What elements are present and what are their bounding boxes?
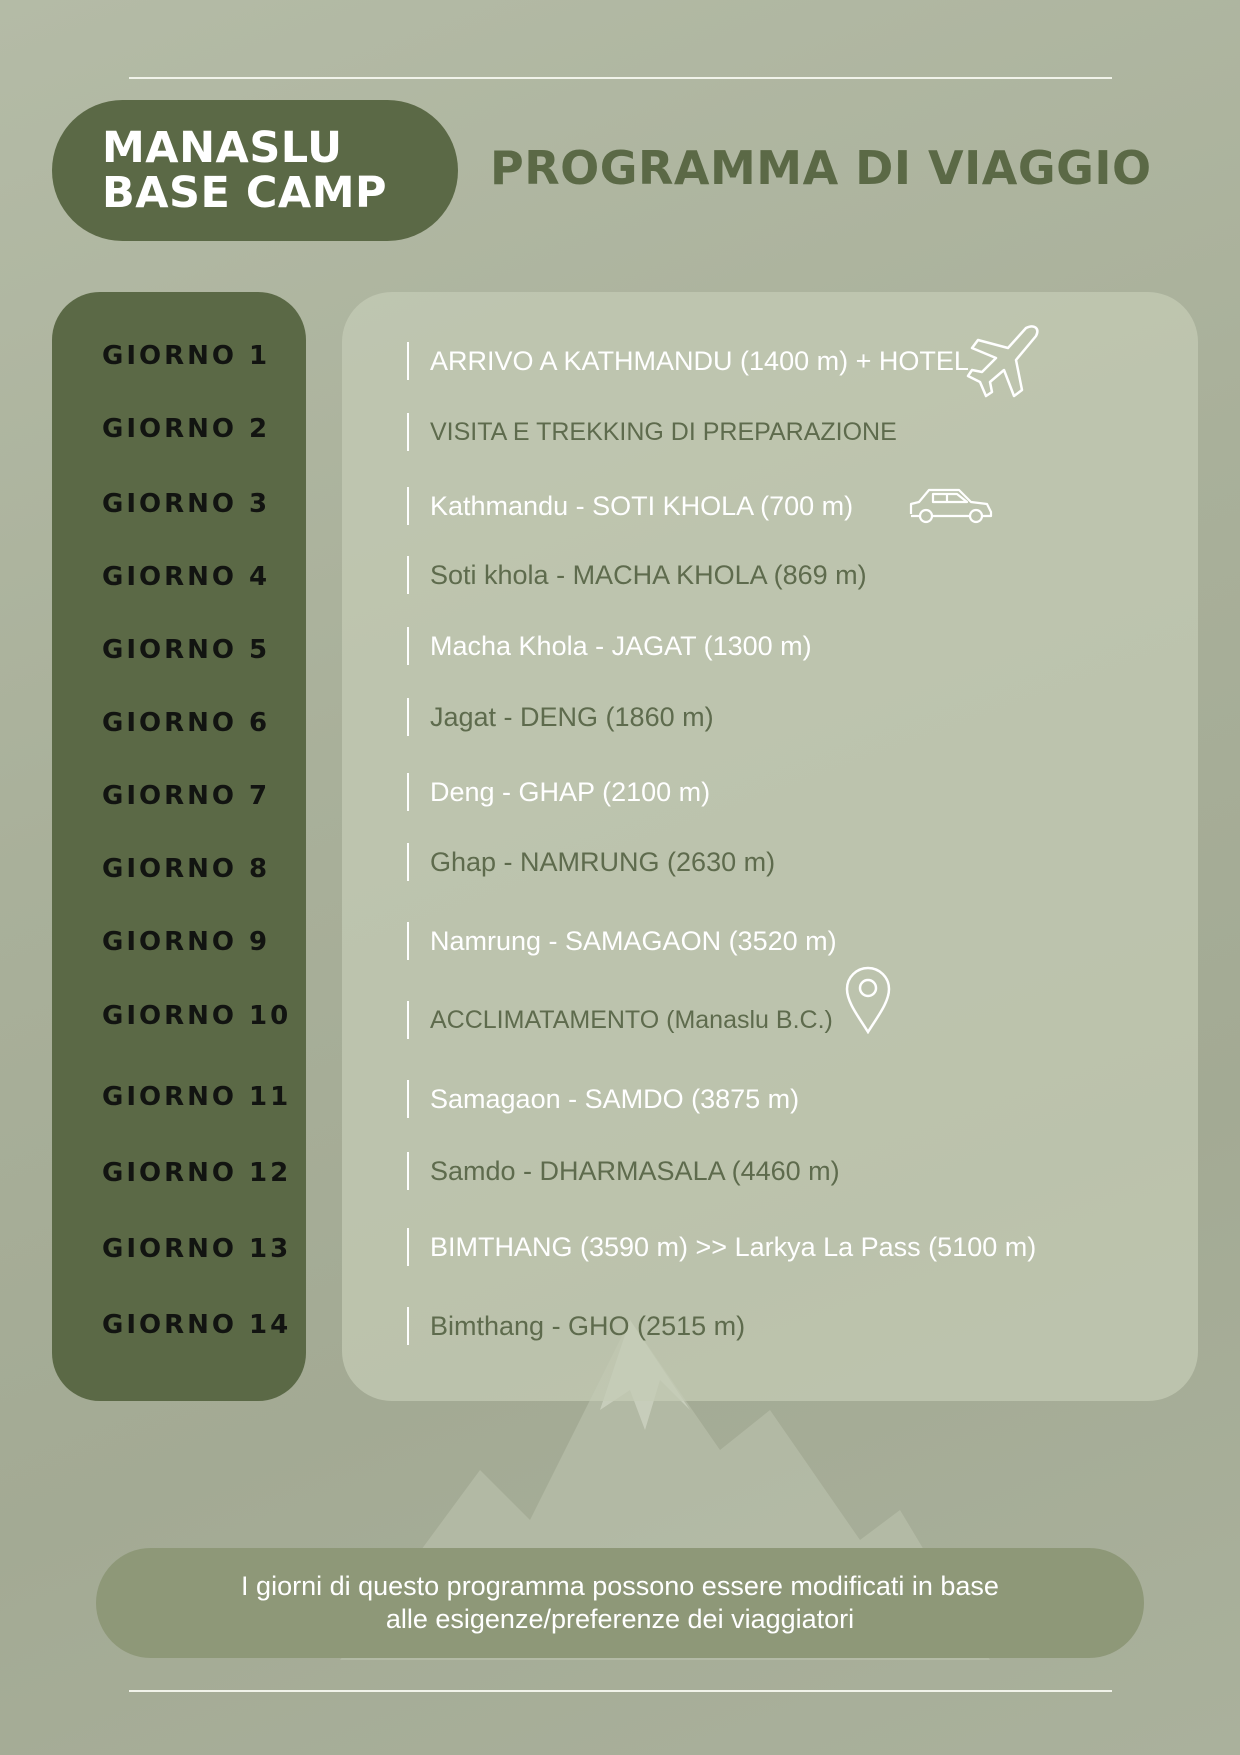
day-label: GIORNO 10 (102, 1001, 292, 1031)
day-label: GIORNO 13 (102, 1234, 292, 1264)
trip-title-line2: BASE CAMP (102, 168, 388, 218)
stage-text: Deng - GHAP (2100 m) (430, 777, 711, 807)
day-label: GIORNO 8 (102, 854, 271, 884)
stage-text: Samagaon - SAMDO (3875 m) (430, 1084, 800, 1114)
stage-marker (407, 1001, 409, 1039)
stage-marker (407, 556, 409, 594)
day-label: GIORNO 1 (102, 341, 271, 371)
day-label: GIORNO 2 (102, 414, 271, 444)
day-label: GIORNO 11 (102, 1082, 292, 1112)
stage-marker (407, 487, 409, 525)
note-line2: alle esigenze/preferenze dei viaggiatori (385, 1604, 855, 1634)
stage-marker (407, 413, 409, 451)
day-label: GIORNO 14 (102, 1310, 292, 1340)
stage-marker (407, 843, 409, 881)
program-heading: PROGRAMMA DI VIAGGIO (490, 141, 1152, 195)
disclaimer-note (96, 1548, 1144, 1658)
stage-marker (407, 1080, 409, 1118)
day-label: GIORNO 9 (102, 927, 271, 957)
trip-title-badge (52, 100, 458, 241)
stage-text: Bimthang - GHO (2515 m) (430, 1311, 746, 1341)
bottom-divider (129, 1690, 1112, 1692)
stage-marker (407, 627, 409, 665)
day-label: GIORNO 5 (102, 635, 271, 665)
stage-text: Soti khola - MACHA KHOLA (869 m) (430, 560, 867, 590)
day-label: GIORNO 3 (102, 489, 271, 519)
stage-text: ACCLIMATAMENTO (Manaslu B.C.) (430, 1006, 833, 1034)
car-icon (907, 482, 995, 526)
stage-text: Macha Khola - JAGAT (1300 m) (430, 631, 812, 661)
stage-text: Kathmandu - SOTI KHOLA (700 m) (430, 491, 854, 521)
note-line1: I giorni di questo programma possono essere modificati in base (241, 1571, 999, 1601)
stage-marker (407, 773, 409, 811)
map-pin-icon (844, 966, 892, 1034)
day-label: GIORNO 4 (102, 562, 271, 592)
stage-marker (407, 698, 409, 736)
stage-marker (407, 342, 409, 380)
day-label: GIORNO 7 (102, 781, 271, 811)
trip-title-line1: MANASLU (102, 123, 343, 173)
stage-text: Jagat - DENG (1860 m) (430, 702, 714, 732)
stage-marker (407, 1228, 409, 1266)
airplane-icon (964, 322, 1044, 402)
stage-text: ARRIVO A KATHMANDU (1400 m) + HOTEL (430, 346, 969, 376)
itinerary-panel (342, 292, 1198, 1401)
stage-marker (407, 922, 409, 960)
stage-text: BIMTHANG (3590 m) >> Larkya La Pass (5100 m) (430, 1232, 1037, 1262)
stage-text: Namrung - SAMAGAON (3520 m) (430, 926, 837, 956)
stage-text: VISITA E TREKKING DI PREPARAZIONE (430, 418, 897, 446)
stage-marker (407, 1307, 409, 1345)
day-label: GIORNO 6 (102, 708, 271, 738)
stage-text: Samdo - DHARMASALA (4460 m) (430, 1156, 840, 1186)
days-column (52, 292, 306, 1401)
day-label: GIORNO 12 (102, 1158, 292, 1188)
stage-text: Ghap - NAMRUNG (2630 m) (430, 847, 776, 877)
stage-marker (407, 1152, 409, 1190)
top-divider (129, 77, 1112, 79)
